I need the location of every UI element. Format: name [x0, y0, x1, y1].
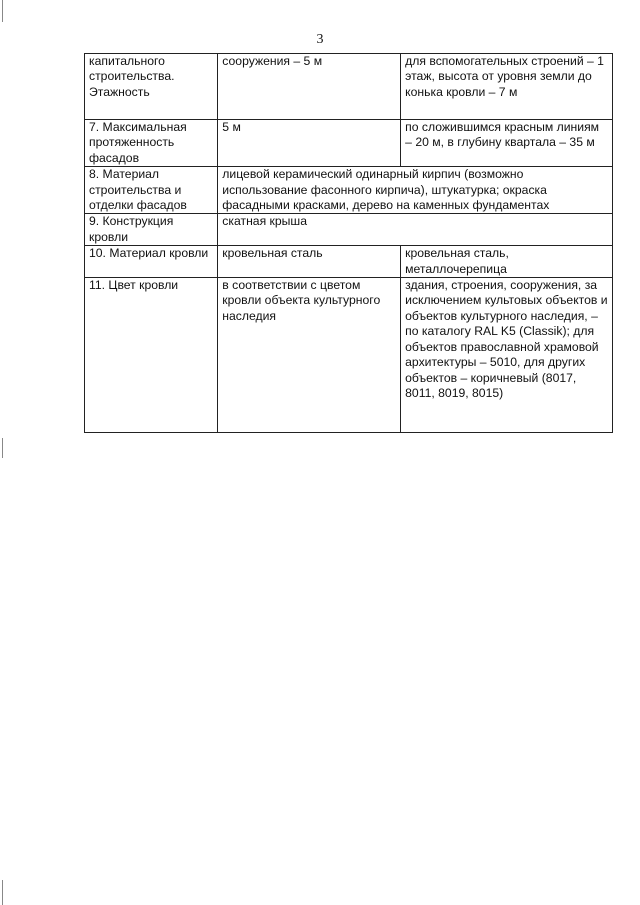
table-row [85, 214, 613, 246]
table-row [85, 246, 613, 278]
row-value-auxiliary: по сложившимся красным линиям – 20 м, в глубину квартала – 35 м [401, 120, 613, 167]
row-value-main: в соответствии с цветом кровли объекта культурного наследия [218, 278, 401, 433]
row-value-main: 5 м [218, 120, 401, 167]
row-label: 9. Конструкция кровли [85, 214, 218, 246]
left-margin-mark-top [2, 0, 3, 22]
row-value-auxiliary: кровельная сталь, металлочерепица [401, 246, 613, 278]
row-value-main: кровельная сталь [218, 246, 401, 278]
row-label: капитального строительства. Этажность [85, 54, 218, 120]
table-row [85, 54, 613, 120]
row-label: 11. Цвет кровли [85, 278, 218, 433]
row-label: 7. Максимальная протяженность фасадов [85, 120, 218, 167]
page-number: 3 [316, 32, 324, 47]
table-row [85, 278, 613, 433]
left-margin-mark-bottom [2, 880, 3, 905]
left-margin-mark-middle [2, 438, 3, 458]
row-value-auxiliary: здания, строения, сооружения, за исключением культовых объектов и объектов культурного наследия, – по каталогу RAL K5 (Classik); для объектов православной храмовой архитектуры – 5010, для других объектов – коричневый (8017, 8011, 8019, 8015) [401, 278, 613, 433]
row-value-auxiliary: для вспомогательных строений – 1 этаж, высота от уровня земли до конька кровли – 7 м [401, 54, 613, 120]
row-value-merged: лицевой керамический одинарный кирпич (возможно использование фасонного кирпича), штукатурка; окраска фасадными красками, дерево на каменных фундаментах [218, 167, 613, 214]
row-value-merged: скатная крыша [218, 214, 613, 246]
table-row [85, 167, 613, 214]
table-row [85, 120, 613, 167]
regulations-table [84, 53, 613, 433]
row-value-main: сооружения – 5 м [218, 54, 401, 120]
row-label: 10. Материал кровли [85, 246, 218, 278]
row-label: 8. Материал строительства и отделки фасадов [85, 167, 218, 214]
